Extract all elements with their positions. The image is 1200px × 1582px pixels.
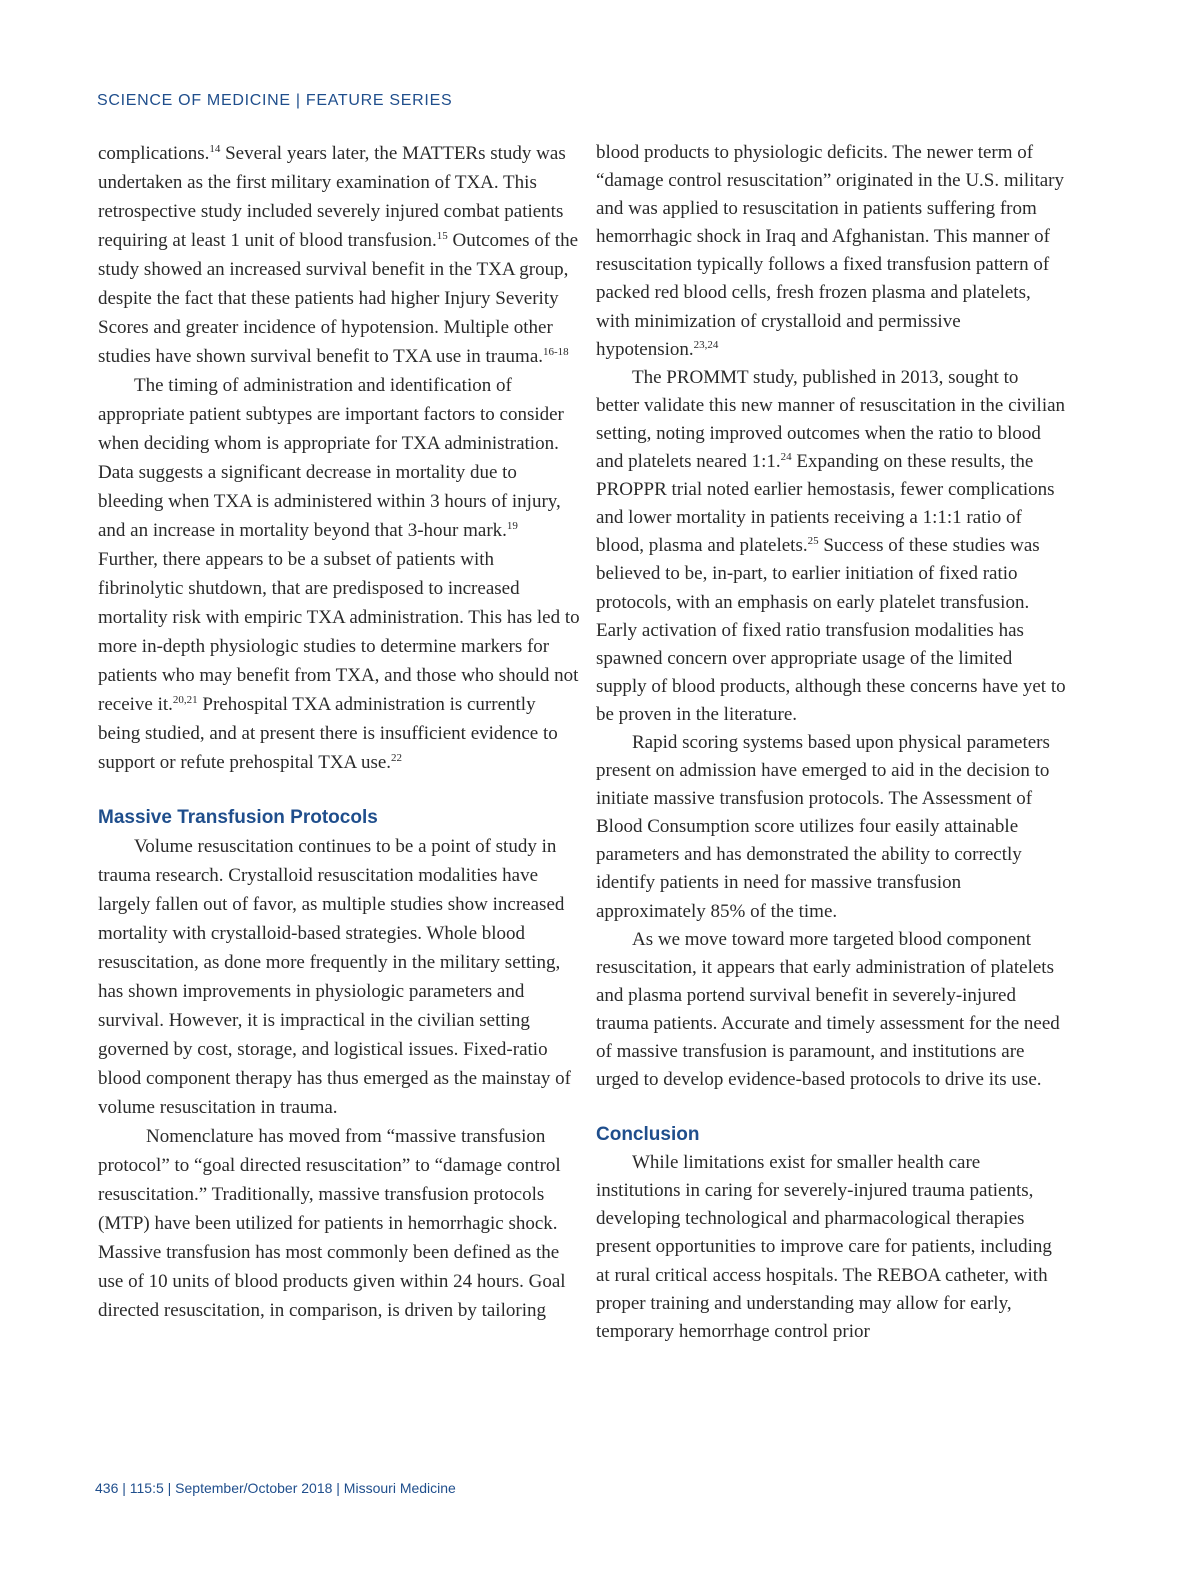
left-column [98,139,582,1325]
right-column [596,139,1066,1346]
text-run: blood products to physiologic deficits. The newer term of “damage control resuscitation” originated in the U.S. military and was applied to resuscitation in patients suffering from hemorrhagic shock in Iraq and Afghanistan. This manner of resuscitation typically follows a fixed transfusion pattern of packed red blood cells, fresh frozen plasma and platelets, with minimization of crystalloid and permissive hypotension. [596,142,1065,360]
text-run: Several years later, the MATTERs study was undertaken as the first military examination of TXA. This retrospective study included severely injured combat patients requiring at least 1 unit of blood transfusion. [98,143,566,251]
section-heading-massive-transfusion: Massive Transfusion Protocols [98,807,378,828]
text-run: The timing of administration and identification of appropriate patient subtypes are important factors to consider when deciding whom is appropriate for TXA administration. Data suggests a significant decrease in mortality due to bleeding when TXA is administered within 3 hours of injury, and an increase in mortality beyond that 3-hour mark. [98,375,564,541]
paragraph-rapid-scoring: Rapid scoring systems based upon physical parameters present on admission have emerged to aid in the decision to initiate massive transfusion protocols. The Assessment of Blood Consumption score utilizes four easily attainable parameters and has demonstrated the ability to correctly identify patients in need for massive transfusion approximately 85% of the time. [596,731,1050,922]
citation-superscript: 23,24 [693,338,719,351]
text-run: Prehospital TXA administration is currently being studied, and at present there is insufficient evidence to support or refute prehospital TXA use. [98,694,558,773]
citation-superscript: 16-18 [543,346,569,358]
text-run: Outcomes of the study showed an increased survival benefit in the TXA group, despite the fact that these patients had higher Injury Severity Scores and greater incidence of hypotension. Multiple other studies have shown survival benefit to TXA use in trauma. [98,230,579,367]
paragraph-prommt-study [596,364,1066,729]
paragraph-conclusion: While limitations exist for smaller health care institutions in caring for severely-injured trauma patients, developing technological and pharmacological therapies present opportunities to improve care for patients, including at rural critical access hospitals. The REBOA catheter, with proper training and understanding may allow for early, temporary hemorrhage control prior [596,1152,1052,1342]
citation-superscript: 20,21 [172,694,198,706]
paragraph-txa-timing [98,371,582,777]
citation-superscript: 14 [209,143,221,155]
citation-superscript: 15 [436,230,448,242]
running-header: SCIENCE OF MEDICINE | FEATURE SERIES [97,92,453,109]
paragraph-txa-studies [98,139,582,371]
paragraph-volume-resuscitation: Volume resuscitation continues to be a point of study in trauma research. Crystalloid resuscitation modalities have largely fallen out of favor, as multiple studies show increased mortality with crystalloid-based strategies. Whole blood resuscitation, as done more frequently in the military setting, has shown improvements in physiologic parameters and survival. However, it is impractical in the civilian setting governed by cost, storage, and logistical issues. Fixed-ratio blood component therapy has thus emerged as the mainstay of volume resuscitation in trauma. [98,836,571,1118]
text-run: The PROMMT study, published in 2013, sought to better validate this new manner of resuscitation in the civilian setting, noting improved outcomes when the ratio to blood and platelets neared 1:1. [596,366,1066,473]
text-run: Further, there appears to be a subset of patients with fibrinolytic shutdown, that are predisposed to increased mortality risk with empiric TXA administration. This has led to more in-depth physiologic studies to determine markers for patients who may benefit from TXA, and those who should not receive it. [98,549,580,715]
section-heading-conclusion: Conclusion [596,1124,700,1146]
page-footer: 436 | 115:5 | September/October 2018 | Missouri Medicine [95,1480,456,1496]
text-run: Expanding on these results, the PROPPR trial noted earlier hemostasis, fewer complications and lower mortality in patients receiving a 1:1:1 ratio of blood, plasma and platelets. [596,451,1055,557]
text-run: Success of these studies was believed to be, in-part, to earlier initiation of fixed ratio protocols, with an emphasis on early platelet transfusion. Early activation of fixed ratio transfusion modalities has spawned concern over appropriate usage of the limited supply of blood products, although these concerns have yet to be proven in the literature. [596,535,1066,725]
paragraph-targeted-component: As we move toward more targeted blood component resuscitation, it appears that early administration of platelets and plasma portend survival benefit in severely-injured trauma patients. Accurate and timely assessment for the need of massive transfusion is paramount, and institutions are urged to develop evidence-based protocols to drive its use. [596,928,1060,1091]
citation-superscript: 22 [391,752,403,764]
paragraph-damage-control [596,139,1066,364]
citation-superscript: 25 [807,535,819,548]
citation-superscript: 24 [780,451,792,464]
paragraph-nomenclature: Nomenclature has moved from “massive transfusion protocol” to “goal directed resuscitation” to “damage control resuscitation.” Traditionally, massive transfusion protocols (MTP) have been utilized for patients in hemorrhagic shock. Massive transfusion has most commonly been defined as the use of 10 units of blood products given within 24 hours. Goal directed resuscitation, in comparison, is driven by tailoring [98,1126,566,1321]
text-run: complications. [98,143,210,164]
citation-superscript: 19 [506,520,518,532]
